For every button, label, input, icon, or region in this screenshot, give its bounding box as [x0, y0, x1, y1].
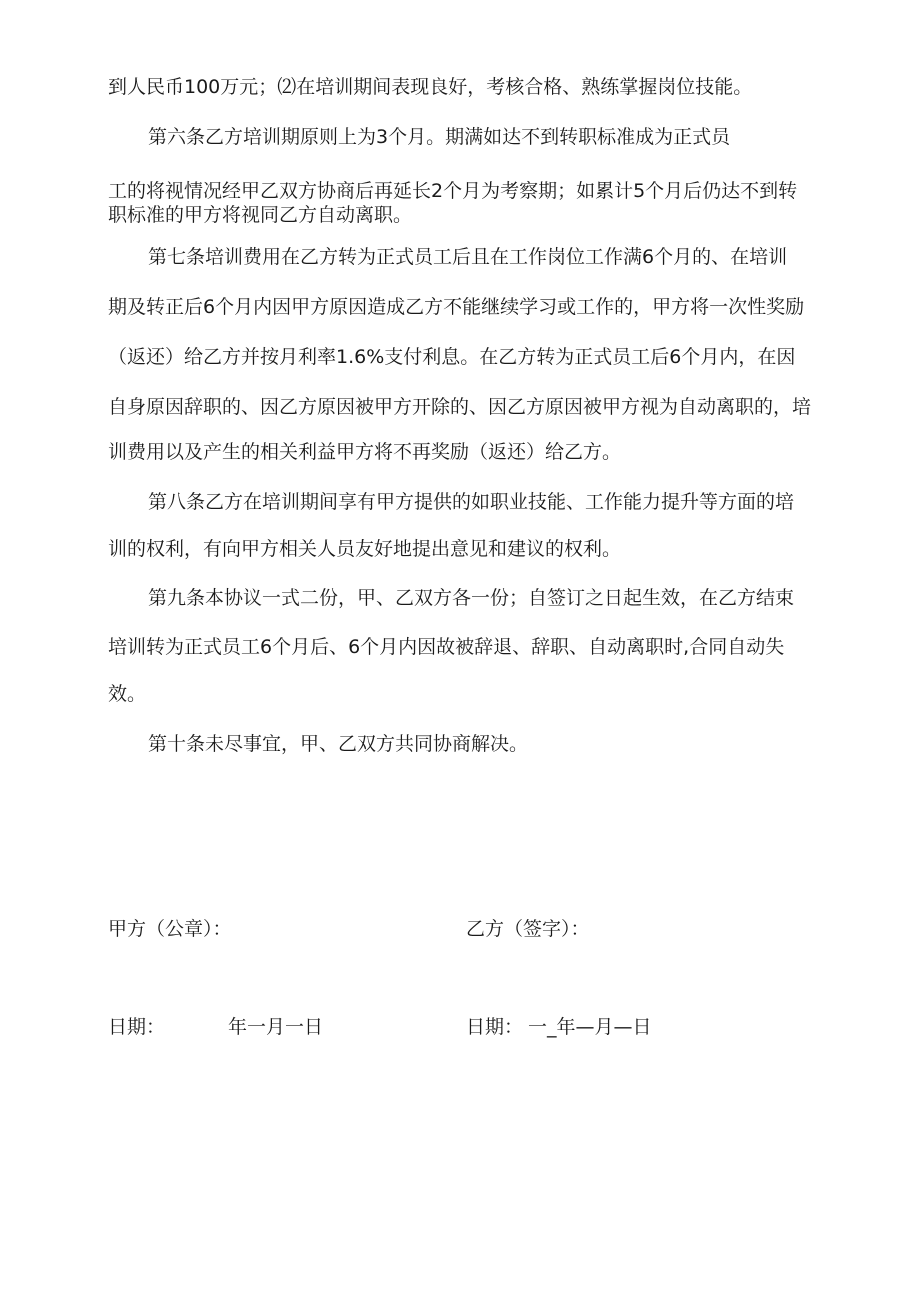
party-a-seal-label: 甲方（公章）： — [108, 918, 232, 940]
paragraph-line: 第十条未尽事宜，甲、乙双方共同协商解决。 — [148, 733, 529, 755]
party-b-signature-label: 乙方（签字）： — [466, 918, 590, 940]
party-b-date-value: 一_年—月—日 — [528, 1016, 652, 1038]
paragraph-line: 训费用以及产生的相关利益甲方将不再奖励（返还）给乙方。 — [108, 441, 622, 463]
paragraph-line: 训的权利，有向甲方相关人员友好地提出意见和建议的权利。 — [108, 538, 622, 560]
party-a-date-value: 年一月一日 — [228, 1016, 324, 1038]
party-b-date-label: 日期： — [466, 1016, 524, 1038]
paragraph-line: 职标准的甲方将视同乙方自动离职。 — [108, 204, 413, 226]
paragraph-line: 第八条乙方在培训期间享有甲方提供的如职业技能、工作能力提升等方面的培 — [148, 491, 795, 513]
paragraph-line: 到人民币100万元；⑵在培训期间表现良好，考核合格、熟练掌握岗位技能。 — [108, 76, 753, 98]
paragraph-line: 期及转正后6个月内因甲方原因造成乙方不能继续学习或工作的，甲方将一次性奖励 — [108, 296, 805, 318]
paragraph-line: （返还）给乙方并按月利率1.6%支付利息。在乙方转为正式员工后6个月内，在因 — [108, 346, 796, 368]
paragraph-line: 工的将视情况经甲乙双方协商后再延长2个月为考察期；如累计5个月后仍达不到转 — [108, 180, 798, 202]
paragraph-line: 培训转为正式员工6个月后、6个月内因故被辞退、辞职、自动离职时,合同自动失 — [108, 636, 785, 658]
paragraph-line: 第六条乙方培训期原则上为3个月。期满如达不到转职标准成为正式员 — [148, 126, 731, 148]
party-a-date-label: 日期： — [108, 1016, 166, 1038]
paragraph-line: 第七条培训费用在乙方转为正式员工后且在工作岗位工作满6个月的、在培训 — [148, 246, 788, 268]
paragraph-line: 自身原因辞职的、因乙方原因被甲方开除的、因乙方原因被甲方视为自动离职的，培 — [108, 396, 812, 418]
paragraph-line: 效。 — [108, 683, 147, 705]
paragraph-line: 第九条本协议一式二份，甲、乙双方各一份；自签订之日起生效，在乙方结束 — [148, 587, 795, 609]
